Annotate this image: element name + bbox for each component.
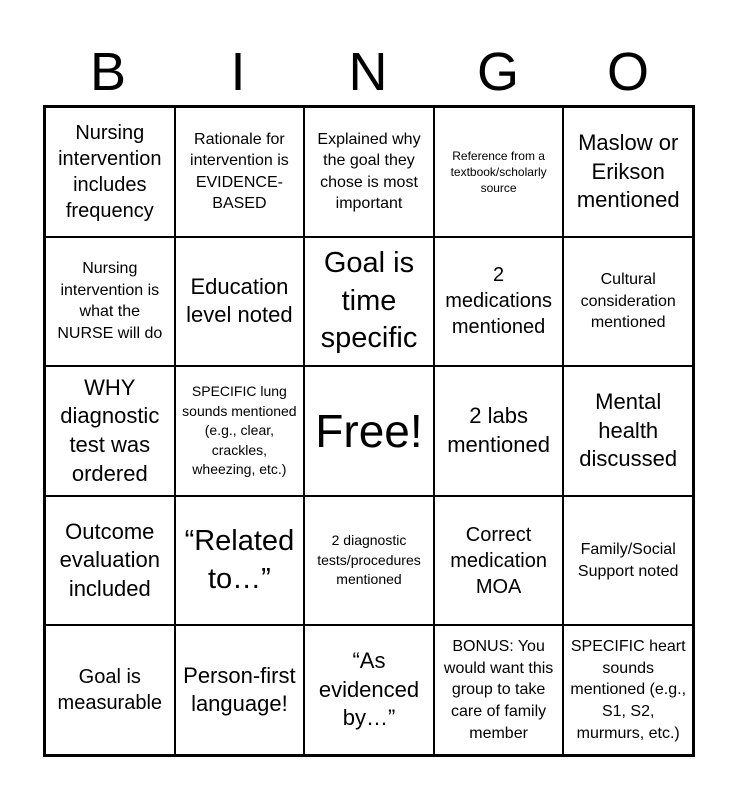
bingo-cell-r2-c2[interactable]: Education level noted [174,236,306,368]
bingo-cell-r4-c4[interactable]: Correct medication MOA [433,495,565,627]
bingo-cell-r5-c2[interactable]: Person-first language! [174,624,306,756]
header-letter-g: G [476,42,519,102]
bingo-cell-r5-c4[interactable]: BONUS: You would want this group to take care of family member [433,624,565,756]
header-letter-i: I [230,42,246,102]
bingo-cell-r1-c2[interactable]: Rationale for intervention is EVIDENCE-BASED [174,106,306,238]
bingo-board [43,105,695,757]
header-letter-b: B [89,42,127,102]
bingo-cell-r1-c5[interactable]: Maslow or Erikson mentioned [562,106,694,238]
header-letter-o: O [606,42,649,102]
bingo-cell-r5-c3[interactable]: “As evidenced by…” [303,624,435,756]
bingo-cell-r4-c2[interactable]: “Related to…” [174,495,306,627]
header-letter-n: N [348,42,388,102]
bingo-cell-r2-c1[interactable]: Nursing intervention is what the NURSE will do [44,236,176,368]
bingo-cell-r3-c1[interactable]: WHY diagnostic test was ordered [44,365,176,497]
bingo-cell-r5-c5[interactable]: SPECIFIC heart sounds mentioned (e.g., S1, S2, murmurs, etc.) [562,624,694,756]
bingo-cell-r4-c5[interactable]: Family/Social Support noted [562,495,694,627]
bingo-cell-r4-c3[interactable]: 2 diagnostic tests/procedures mentioned [303,495,435,627]
bingo-cell-r2-c5[interactable]: Cultural consideration mentioned [562,236,694,368]
bingo-cell-r3-c2[interactable]: SPECIFIC lung sounds mentioned (e.g., clear, crackles, wheezing, etc.) [174,365,306,497]
bingo-cell-r1-c3[interactable]: Explained why the goal they chose is most important [303,106,435,238]
bingo-cell-r5-c1[interactable]: Goal is measurable [44,624,176,756]
bingo-cell-free[interactable]: Free! [303,365,435,497]
bingo-cell-r4-c1[interactable]: Outcome evaluation included [44,495,176,627]
bingo-cell-r2-c3[interactable]: Goal is time specific [303,236,435,368]
bingo-cell-r3-c5[interactable]: Mental health discussed [562,365,694,497]
bingo-header [43,40,693,104]
bingo-cell-r1-c4[interactable]: Reference from a textbook/scholarly source [433,106,565,238]
bingo-cell-r1-c1[interactable]: Nursing intervention includes frequency [44,106,176,238]
bingo-cell-r2-c4[interactable]: 2 medications mentioned [433,236,565,368]
bingo-cell-r3-c4[interactable]: 2 labs mentioned [433,365,565,497]
